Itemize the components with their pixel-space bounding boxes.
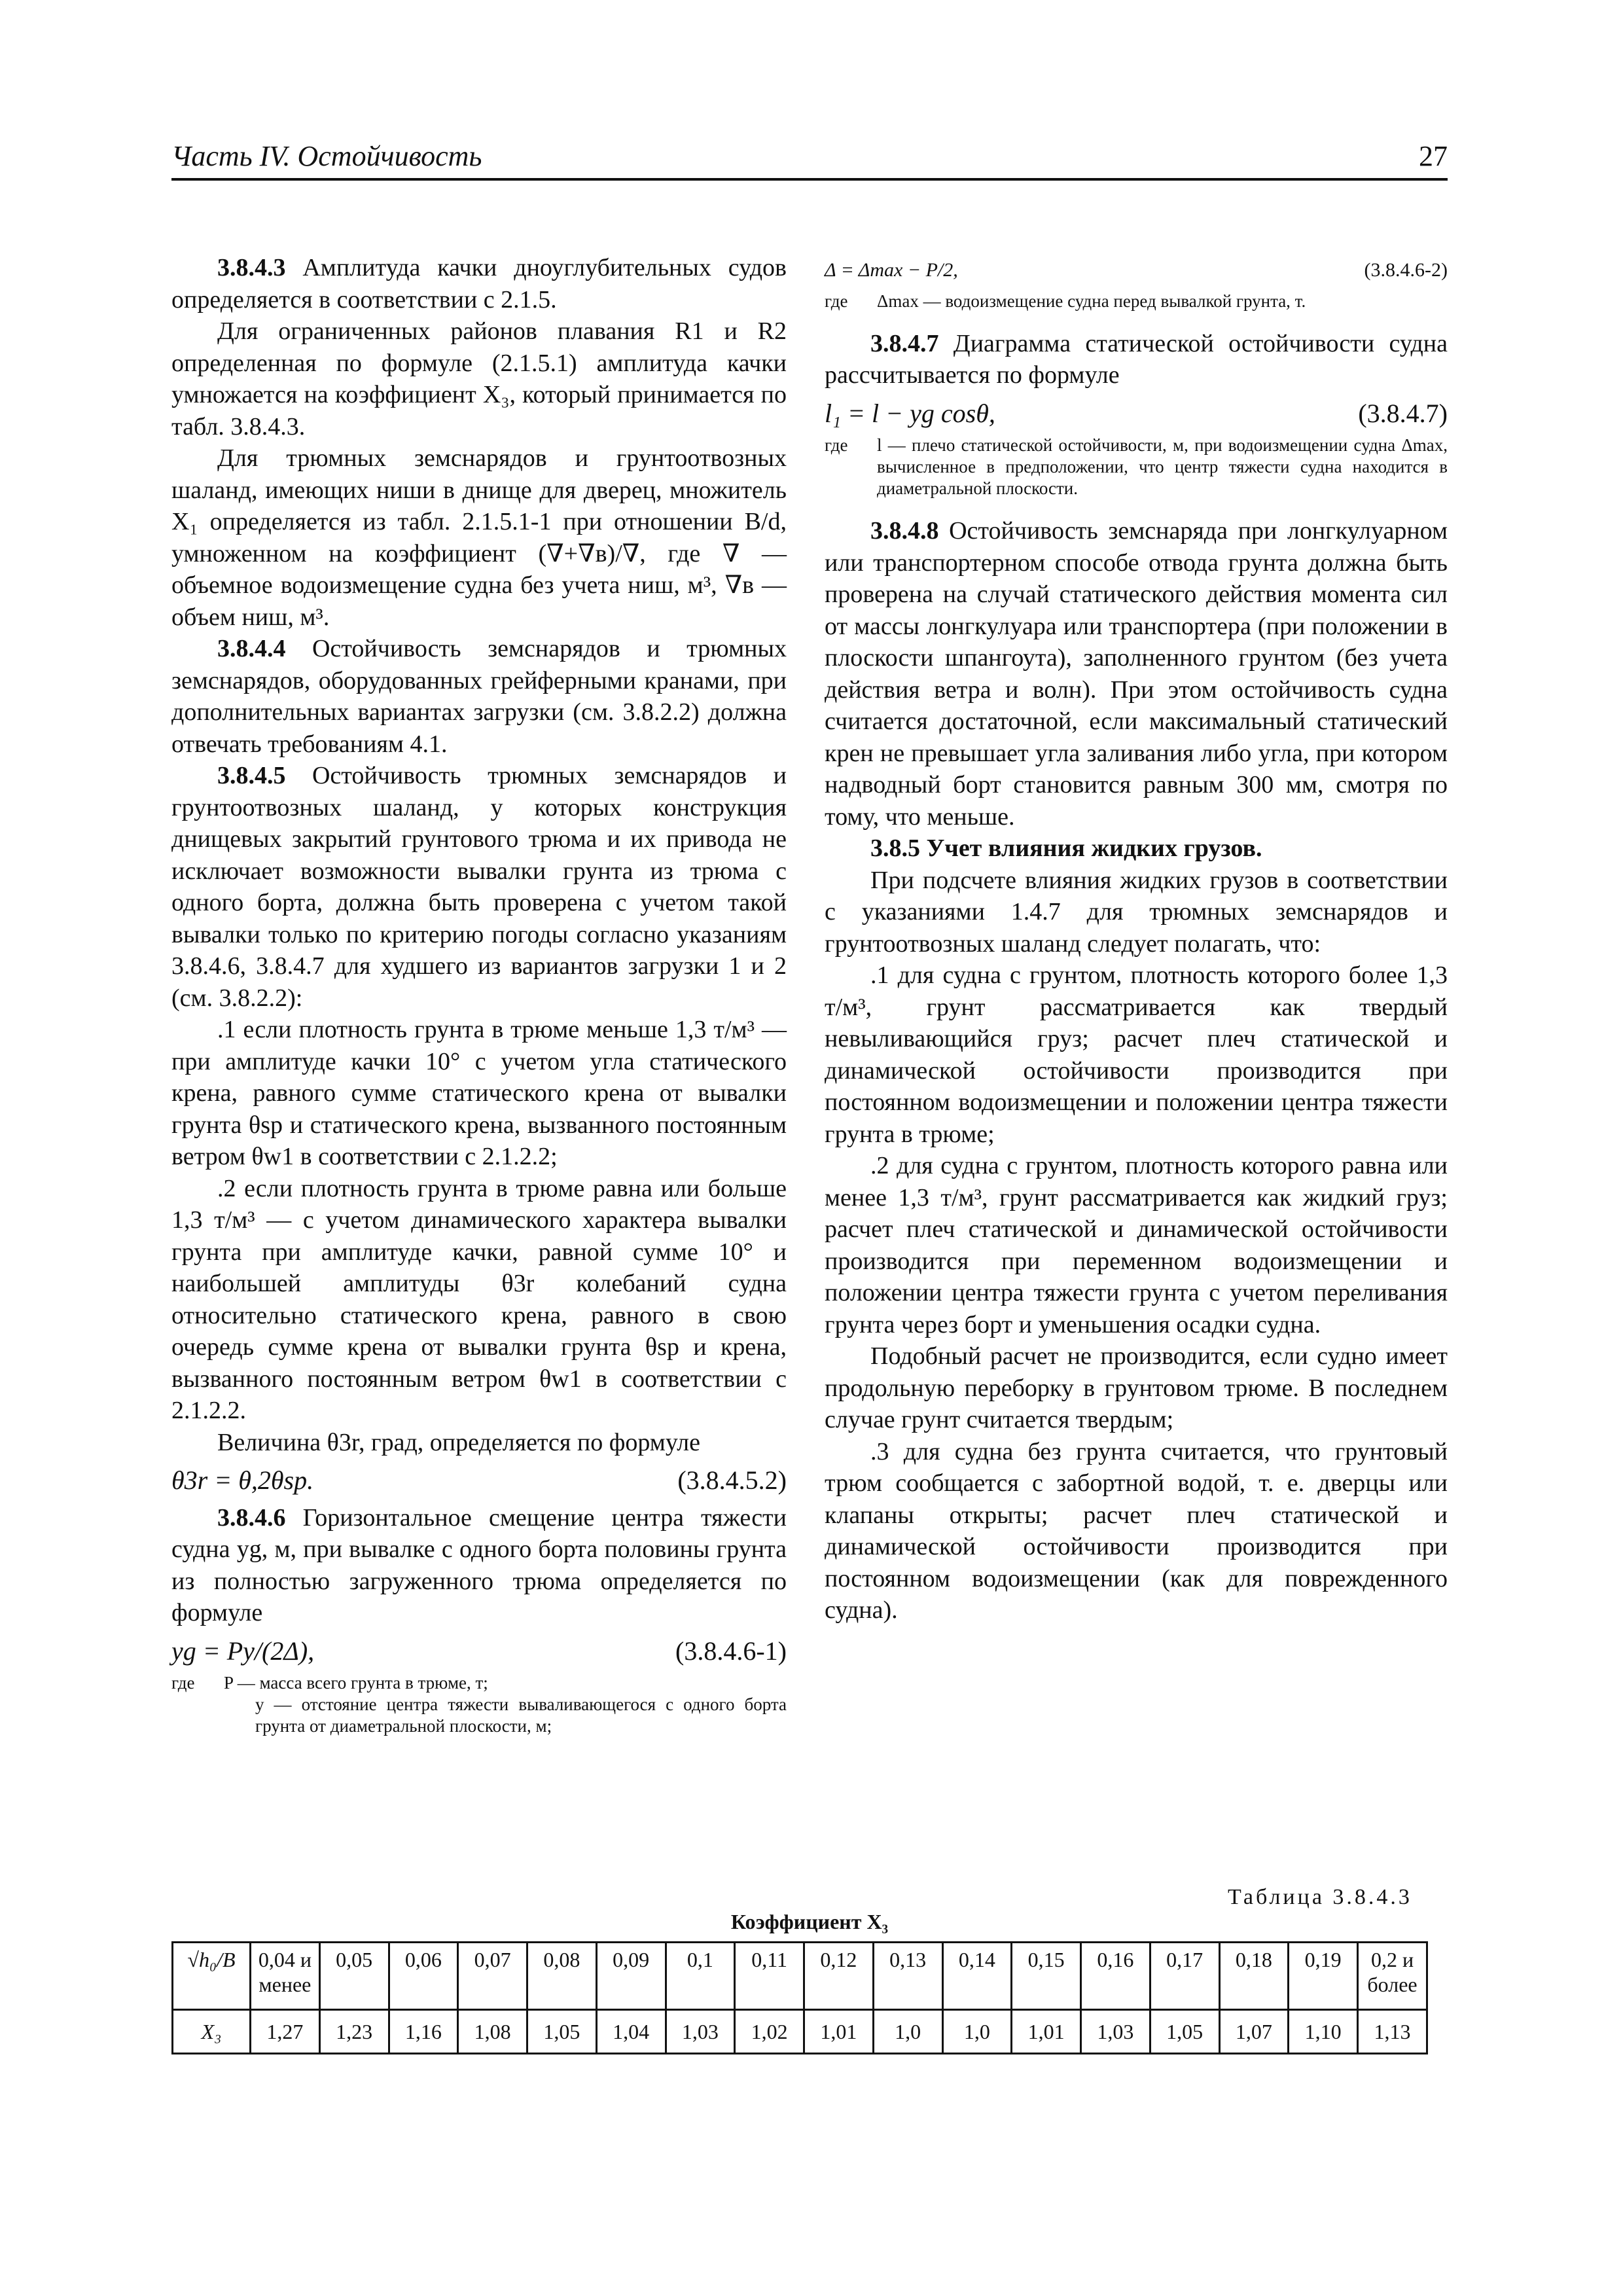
formula-legend: где Δmax — водоизмещение судна перед вывалкой грунта, т. (825, 291, 1306, 311)
coefficient-table (171, 1941, 1428, 2054)
paragraph: .2 для судна с грунтом, плотность которого равна или менее 1,3 т/м³, грунт рассматривается как жидкий груз; расчет плеч статической и динамической остойчивости производится при переменном водоизмещении и положении центра тяжести грунта с учетом переливания грунта через борт и уменьшения осадки судна. (825, 1152, 1448, 1338)
paragraph-3-8-4-8: 3.8.4.8 Остойчивость земснаряда при лонгкулуарном или транспортерном способе отвода грунта должна быть проверена на случай статического действия момента сил от массы лонгкулуара или транспортера (при положении в плоскости шпангоута), заполненного грунтом (без учета действия ветра и волн). При этом остойчивость судна считается достаточной, если максимальный статический крен не превышает угла заливания либо угла, при котором надводный борт становится равным 300 мм, смотря по тому, что меньше. (825, 517, 1448, 831)
section-heading-3-8-5: 3.8.5 Учет влияния жидких грузов. (870, 834, 1262, 862)
table-cell: 1,13 (1358, 2010, 1427, 2054)
formula-3-8-4-7: l₁ = l − yg cosθ, (3.8.4.7) (825, 398, 1448, 428)
paragraph: Для трюмных земснарядов и грунтоотвозных шаланд, имеющих ниши в днище для дверец, множитель X₁ определяется из табл. 2.1.5.1-1 при отношении B/d, умноженном на коэффициент (∇+∇в)/∇, где ∇ — объемное водоизмещение судна без учета ниш, м³, ∇в — объем ниш, м³. (171, 444, 787, 631)
table-cell: 1,03 (1081, 2010, 1150, 2054)
table-cell: 0,16 (1081, 1943, 1150, 2010)
table-cell: 0,06 (389, 1943, 458, 2010)
paragraph-3-8-4-3: 3.8.4.3 Амплитуда качки дноуглубительных судов определяется в соответствии с 2.1.5. (171, 254, 787, 314)
table-cell: 0,13 (873, 1943, 942, 2010)
paragraph: .1 для судна с грунтом, плотность которого более 1,3 т/м³, грунт рассматривается как твердый невыливающийся груз; расчет плеч статической и динамической остойчивости производится при постоянном водоизмещении и положении центра тяжести грунта в трюме; (825, 961, 1448, 1148)
table-cell: 0,14 (942, 1943, 1012, 2010)
paragraph: .3 для судна без грунта считается, что грунтовый трюм сообщается с забортной водой, т. е. дверцы или клапаны открыты; расчет плеч статической и динамической остойчивости производится при постоянном водоизмещении (как для поврежденного судна). (825, 1437, 1448, 1624)
formula-legend: где P — масса всего грунта в трюме, т; y — отстояние центра тяжести вываливающегося с одного борта грунта от диаметральной плоскости, м; (171, 1673, 787, 1736)
table-cell: 1,08 (458, 2010, 527, 2054)
table-row (173, 1943, 1427, 2010)
table-row-header: √h₀/B (173, 1943, 251, 2010)
table-cell: 1,04 (596, 2010, 666, 2054)
table-cell: 1,01 (1012, 2010, 1081, 2054)
page-header (171, 139, 1448, 181)
table-cell: 1,0 (942, 2010, 1012, 2054)
table-cell: 1,02 (735, 2010, 804, 2054)
table-cell: 0,1 (666, 1943, 735, 2010)
formula-3-8-4-6-2: Δ = Δmax − P/2, (3.8.4.6-2) (825, 259, 1448, 281)
paragraph: Для ограниченных районов плавания R1 и R2 определенная по формуле (2.1.5.1) амплитуда качки умножается на коэффициент X₃, который принимается по табл. 3.8.4.3. (171, 317, 787, 440)
table-cell: 0,17 (1150, 1943, 1219, 2010)
table-cell: 0,19 (1289, 1943, 1358, 2010)
paragraph: Подобный расчет не производится, если судно имеет продольную переборку в грунтовом трюме. В последнем случае грунт считается твердым; (825, 1342, 1448, 1433)
left-column (171, 252, 787, 1753)
table-cell: 0,12 (804, 1943, 874, 2010)
table-cell: 1,10 (1289, 2010, 1358, 2054)
table-cell: 1,05 (527, 2010, 597, 2054)
paragraph: .2 если плотность грунта в трюме равна или больше 1,3 т/м³ — с учетом динамического характера вывалки грунта при амплитуде качки, равной сумме 10° и наибольшей амплитуды θ3r колебаний судна относительно статического крена, равного в свою очередь сумме крена от вывалки грунта θsp и крена, вызванного постоянным ветром θw1 в соответствии с 2.1.2.2. (171, 1174, 787, 1424)
formula-3-8-4-6-1: yg = Py/(2Δ), (3.8.4.6-1) (171, 1636, 787, 1666)
table-cell: 1,0 (873, 2010, 942, 2054)
page-number: 27 (1419, 140, 1448, 172)
table-cell: 1,01 (804, 2010, 874, 2054)
table-cell: 0,11 (735, 1943, 804, 2010)
table-cell: 0,07 (458, 1943, 527, 2010)
table-cell: 0,08 (527, 1943, 597, 2010)
table-cell: 1,27 (251, 2010, 320, 2054)
table-cell: 1,23 (319, 2010, 389, 2054)
paragraph: При подсчете влияния жидких грузов в соответствии с указаниями 1.4.7 для трюмных земснарядов и грунтоотвозных шаланд следует полагать, что: (825, 866, 1448, 958)
table-cell: 1,07 (1219, 2010, 1289, 2054)
paragraph-3-8-4-6: 3.8.4.6 Горизонтальное смещение центра тяжести судна yg, м, при вывалке с одного борта половины грунта из полностью загруженного трюма определяется по формуле (171, 1503, 787, 1626)
table-cell: 0,2 и более (1358, 1943, 1427, 2010)
formula-legend: где l — плечо статической остойчивости, м, при водоизмещении судна Δmax, вычисленное в предположении, что центр тяжести судна находится в диаметральной плоскости. (825, 435, 1448, 498)
table-title: Коэффициент X₃ (730, 1910, 889, 1933)
table-cell: 0,04 и менее (251, 1943, 320, 2010)
table-row (173, 2010, 1427, 2054)
table-row-header: X₃ (173, 2010, 251, 2054)
table-cell: 0,09 (596, 1943, 666, 2010)
table-cell: 0,18 (1219, 1943, 1289, 2010)
table-cell: 1,05 (1150, 2010, 1219, 2054)
paragraph-3-8-4-4: 3.8.4.4 Остойчивость земснарядов и трюмных земснарядов, оборудованных грейферными кранами, при дополнительных вариантах загрузки (см. 3.8.2.2) должна отвечать требованиям 4.1. (171, 635, 787, 758)
paragraph: .1 если плотность грунта в трюме меньше 1,3 т/м³ — при амплитуде качки 10° с учетом угла статического крена, равного сумме статического крена от вывалки грунта θsp и статического крена, вызванного постоянным ветром θw1 в соответствии с 2.1.2.2; (171, 1016, 787, 1170)
table-cell: 1,16 (389, 2010, 458, 2054)
right-column (825, 252, 1448, 1626)
table-cell: 1,03 (666, 2010, 735, 2054)
paragraph: Величина θ3r, град, определяется по формуле (217, 1428, 700, 1456)
table-cell: 0,15 (1012, 1943, 1081, 2010)
paragraph-3-8-4-5: 3.8.4.5 Остойчивость трюмных земснарядов и грунтоотвозных шаланд, у которых конструкция днищевых закрытий грунтового трюма и их привода не исключает возможности вывалки грунта из трюма с одного борта, должна быть проверена с учетом такой вывалки только по критерию погоды согласно указаниям 3.8.4.6, 3.8.4.7 для худшего из вариантов загрузки 1 и 2 (см. 3.8.2.2): (171, 762, 787, 1012)
formula-3-8-4-5-2: θ3r = θ,2θsp. (3.8.4.5.2) (171, 1465, 787, 1495)
paragraph-3-8-4-7: 3.8.4.7 Диаграмма статической остойчивости судна рассчитывается по формуле (825, 329, 1448, 389)
part-title: Часть IV. Остойчивость (171, 140, 482, 172)
table-caption: Таблица 3.8.4.3 (1228, 1885, 1412, 1909)
table-cell: 0,05 (319, 1943, 389, 2010)
